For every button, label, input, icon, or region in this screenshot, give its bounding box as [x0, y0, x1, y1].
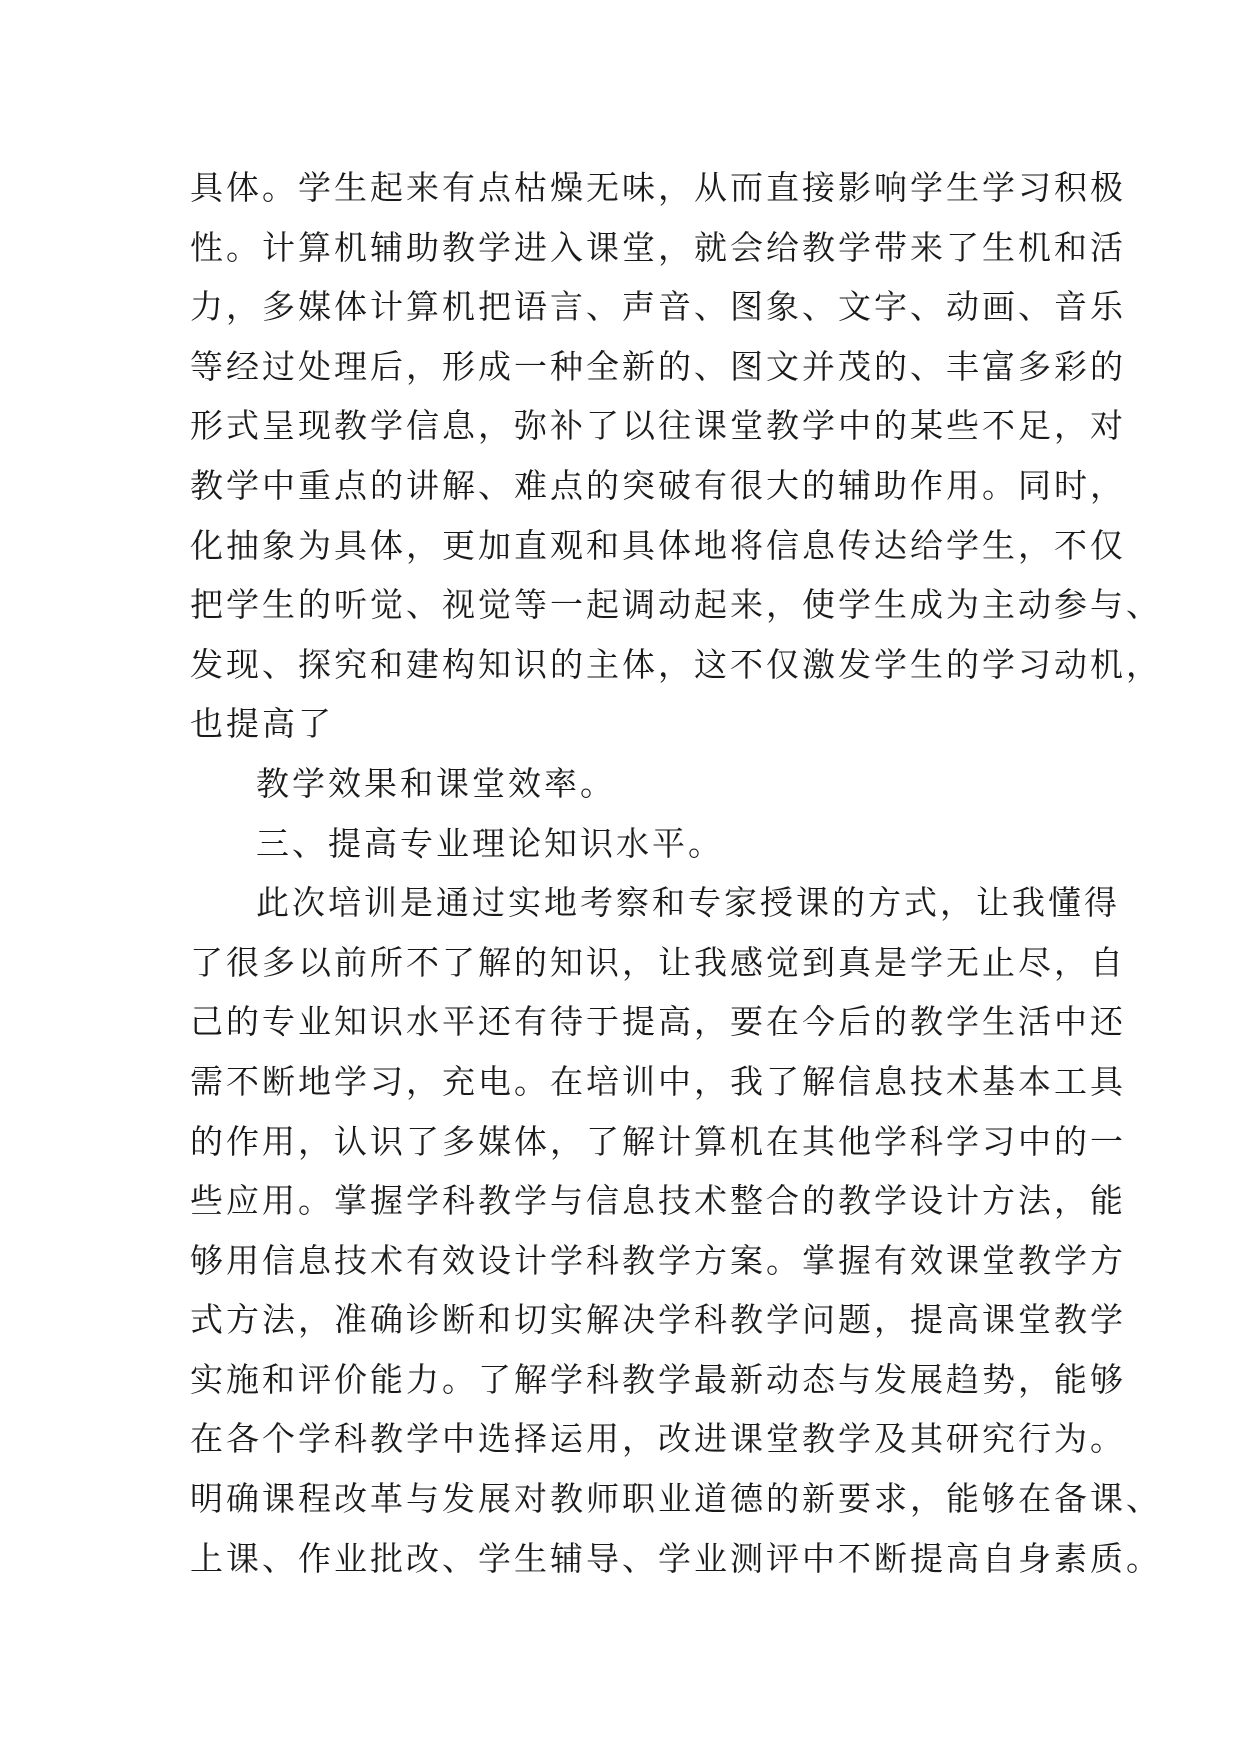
text-line: 些应用。掌握学科教学与信息技术整合的教学设计方法，能 [190, 1181, 1126, 1221]
document-body [190, 158, 1162, 1588]
text-line: 化抽象为具体，更加直观和具体地将信息传达给学生，不仅 [190, 525, 1126, 565]
section-heading: 三、提高专业理论知识水平。 [256, 823, 724, 863]
text-line: 教学中重点的讲解、难点的突破有很大的辅助作用。同时， [190, 465, 1126, 505]
text-line: 够用信息技术有效设计学科教学方案。掌握有效课堂教学方 [190, 1240, 1126, 1280]
text-line: 把学生的听觉、视觉等一起调动起来，使学生成为主动参与、 [190, 585, 1162, 625]
text-line: 发现、探究和建构知识的主体，这不仅激发学生的学习动机， [190, 644, 1162, 684]
text-line: 的作用，认识了多媒体，了解计算机在其他学科学习中的一 [190, 1121, 1126, 1161]
text-line: 形式呈现教学信息，弥补了以往课堂教学中的某些不足，对 [190, 406, 1126, 446]
text-line: 具体。学生起来有点枯燥无味，从而直接影响学生学习积极 [190, 168, 1126, 207]
text-line: 等经过处理后，形成一种全新的、图文并茂的、丰富多彩的 [190, 346, 1126, 386]
text-line: 明确课程改革与发展对教师职业道德的新要求，能够在备课、 [190, 1479, 1162, 1519]
text-line: 在各个学科教学中选择运用，改进课堂教学及其研究行为。 [190, 1419, 1126, 1459]
text-line: 教学效果和课堂效率。 [256, 763, 616, 803]
text-line: 此次培训是通过实地考察和专家授课的方式，让我懂得 [256, 883, 1120, 923]
text-line: 需不断地学习，充电。在培训中，我了解信息技术基本工具 [190, 1061, 1126, 1101]
text-line: 己的专业知识水平还有待于提高，要在今后的教学生活中还 [190, 1002, 1126, 1042]
text-line: 也提高了 [190, 704, 334, 744]
text-line: 了很多以前所不了解的知识，让我感觉到真是学无止尽，自 [190, 942, 1126, 982]
text-line: 式方法，准确诊断和切实解决学科教学问题，提高课堂教学 [190, 1300, 1126, 1340]
text-line: 力，多媒体计算机把语言、声音、图象、文字、动画、音乐 [190, 287, 1126, 327]
text-line: 性。计算机辅助教学进入课堂，就会给教学带来了生机和活 [190, 227, 1126, 267]
text-line: 实施和评价能力。了解学科教学最新动态与发展趋势，能够 [190, 1359, 1126, 1399]
text-line: 上课、作业批改、学生辅导、学业测评中不断提高自身素质。 [190, 1538, 1162, 1578]
